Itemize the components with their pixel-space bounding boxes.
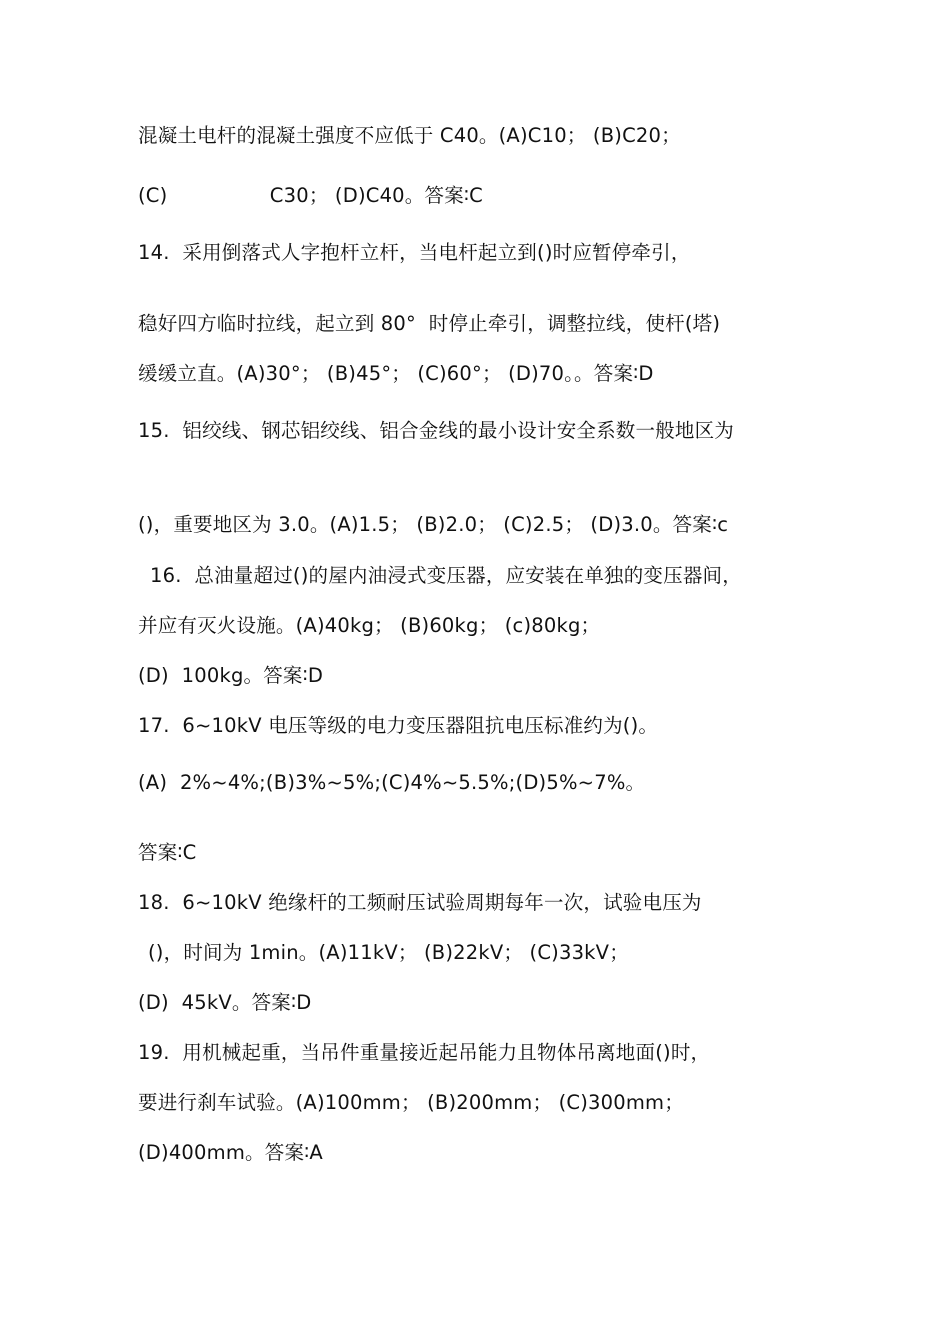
- text-line: (A) 2%~4%;(B)3%~5%;(C)4%~5.5%;(D)5%~7%。: [138, 771, 646, 794]
- text-line: ()，重要地区为 3.0。(A)1.5； (B)2.0； (C)2.5； (D)3.0。答案∶c: [138, 513, 729, 536]
- text-line: 稳好四方临时拉线，起立到 80° 时停止牵引，调整拉线，使杆(塔): [138, 312, 721, 335]
- text-line: (C) C30； (D)C40。答案∶C: [138, 184, 483, 207]
- text-line: (D)400mm。答案∶A: [138, 1141, 323, 1164]
- text-line: 混凝土电杆的混凝土强度不应低于 C40。(A)C10； (B)C20；: [138, 124, 681, 147]
- text-line: 14. 采用倒落式人字抱杆立杆，当电杆起立到()时应暂停牵引，: [138, 241, 691, 264]
- text-line: 16. 总油量超过()的屋内油浸式变压器，应安装在单独的变压器间，: [150, 564, 742, 587]
- text-line: 17. 6~10kV 电压等级的电力变压器阻抗电压标准约为()。: [138, 714, 659, 737]
- text-line: 19. 用机械起重，当吊件重量接近起吊能力且物体吊离地面()时，: [138, 1041, 711, 1064]
- text-line: 要进行刹车试验。(A)100mm； (B)200mm； (C)300mm；: [138, 1091, 684, 1114]
- text-line: 15. 铝绞线、钢芯铝绞线、铝合金线的最小设计安全系数一般地区为: [138, 419, 735, 442]
- text-line: 并应有灭火设施。(A)40kg； (B)60kg； (c)80kg；: [138, 614, 601, 637]
- text-line: (D) 45kV。答案∶D: [138, 991, 312, 1014]
- text-line: ()，时间为 1min。(A)11kV； (B)22kV； (C)33kV；: [148, 941, 629, 964]
- text-line: 18. 6~10kV 绝缘杆的工频耐压试验周期每年一次，试验电压为: [138, 891, 702, 914]
- text-line: (D) 100kg。答案∶D: [138, 664, 324, 687]
- text-line: 缓缓立直。(A)30°； (B)45°； (C)60°； (D)70。。答案∶D: [138, 362, 654, 385]
- text-line: 答案∶C: [138, 841, 197, 864]
